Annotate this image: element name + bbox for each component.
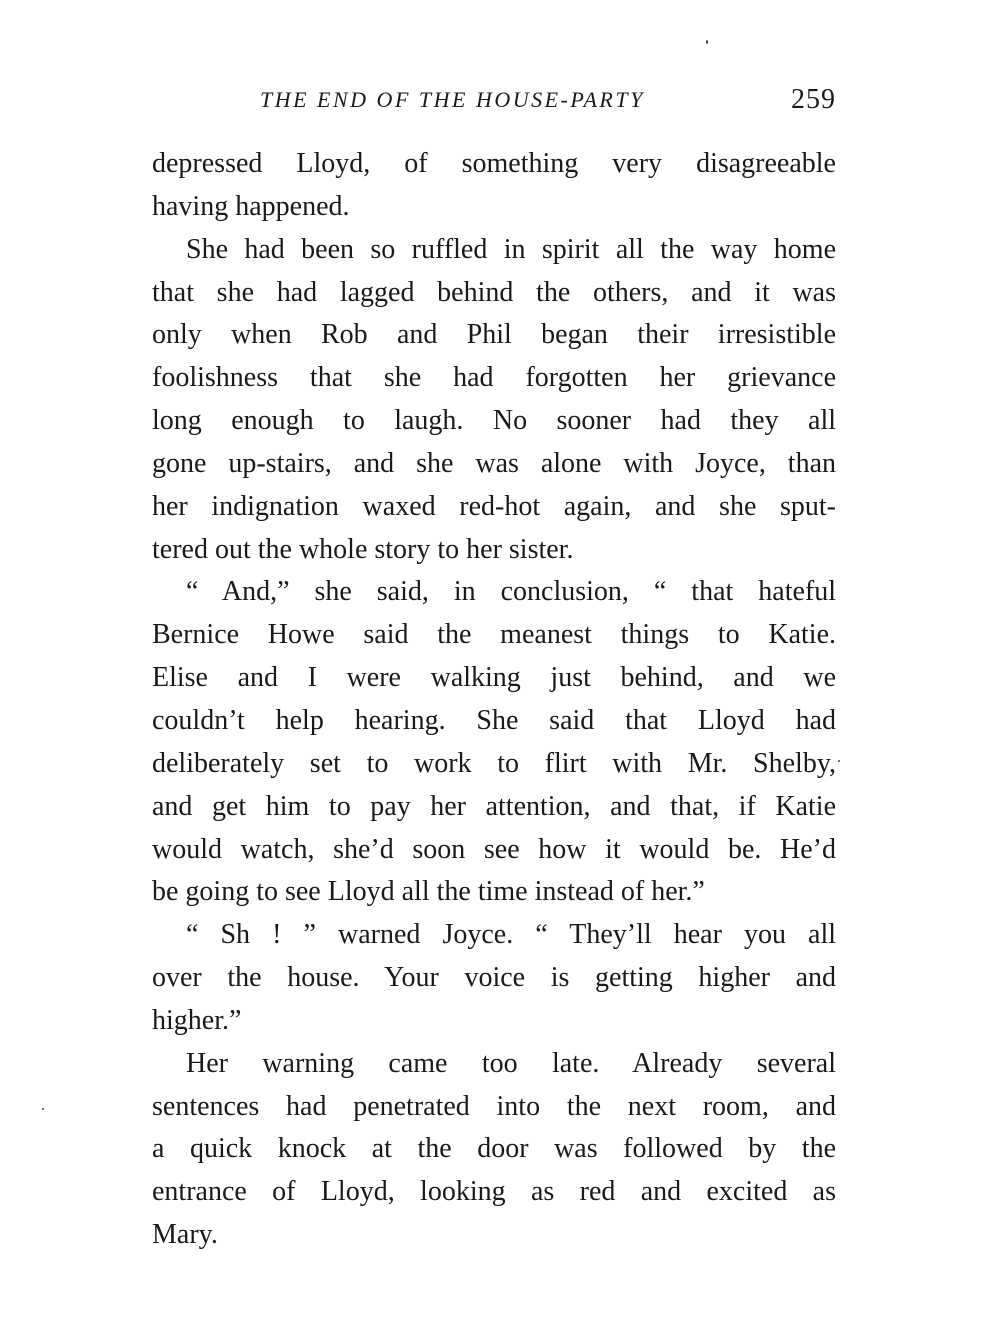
text-line: Her warning came too late. Already several [186,1047,836,1079]
text-line: over the house. Your voice is getting higher and [152,962,836,994]
print-speck [706,40,708,44]
text-line: Bernice Howe said the meanest things to Katie. [152,619,836,651]
text-line: entrance of Lloyd, looking as red and excited as [152,1176,836,1208]
page-header [152,82,836,118]
text-line: depressed Lloyd, of something very disagreeable [152,148,836,179]
body-text [152,143,836,1257]
text-line: would watch, she’d soon see how it would be. He’d [152,833,836,865]
text-line: tered out the whole story to her sister. [152,533,574,565]
text-line: a quick knock at the door was followed by the [152,1133,836,1165]
text-line: Mary. [152,1219,218,1251]
print-speck [838,760,840,762]
running-head: THE END OF THE HOUSE-PARTY [260,87,645,112]
page-number: 259 [791,84,836,115]
print-speck [42,1108,44,1110]
text-line: “ And,” she said, in conclusion, “ that hateful [186,576,836,608]
text-line: gone up-stairs, and she was alone with Joyce, than [152,447,836,479]
text-line: that she had lagged behind the others, and it was [152,276,836,308]
text-line: be going to see Lloyd all the time instead of her.” [152,876,705,908]
text-line: foolishness that she had forgotten her grievance [152,362,836,394]
text-line: “ Sh ! ” warned Joyce. “ They’ll hear you all [186,919,836,951]
text-line: having happened. [152,190,350,222]
text-line: She had been so ruffled in spirit all the way home [186,233,836,265]
text-line: sentences had penetrated into the next room, and [152,1090,836,1122]
text-line: deliberately set to work to flirt with Mr. Shelby, [152,747,836,779]
text-line: her indignation waxed red-hot again, and she sput- [152,490,836,522]
text-line: Elise and I were walking just behind, and we [152,662,836,694]
text-line: long enough to laugh. No sooner had they all [152,405,836,437]
text-line: couldn’t help hearing. She said that Lloyd had [152,704,836,736]
text-line: and get him to pay her attention, and that, if Katie [152,790,836,822]
text-line: only when Rob and Phil began their irresistible [152,319,836,351]
text-line: higher.” [152,1004,242,1036]
